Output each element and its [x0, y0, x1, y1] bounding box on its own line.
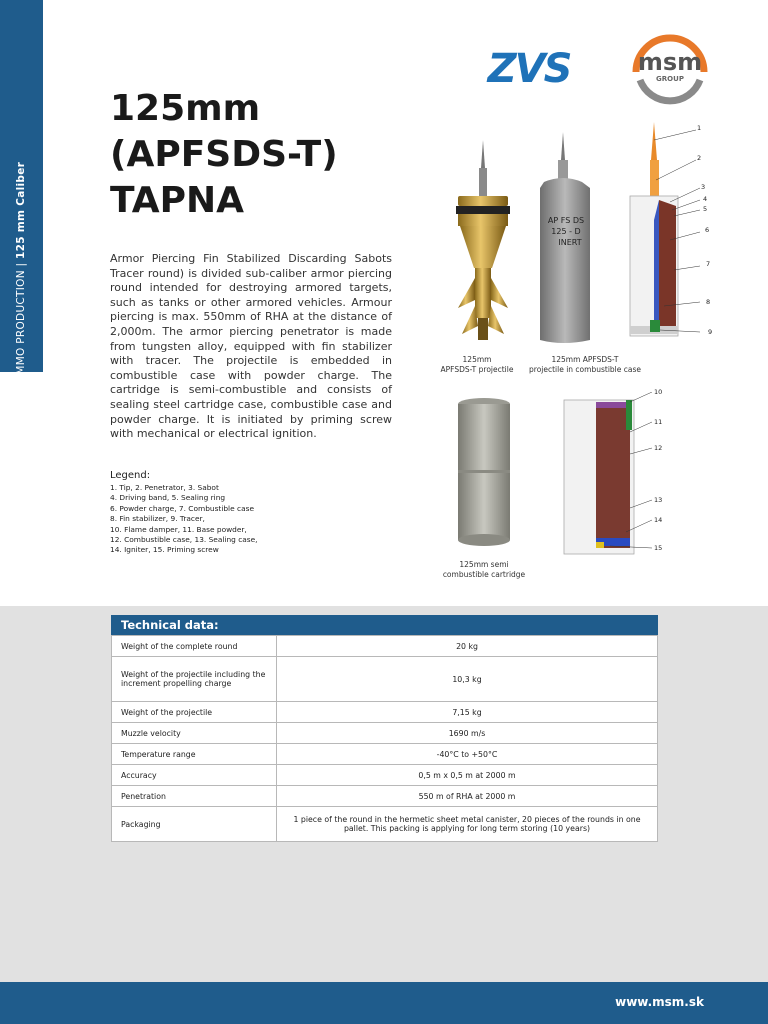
- page-title: [110, 86, 430, 224]
- spec-label: Accuracy: [112, 765, 277, 786]
- technical-data-heading: Technical data:: [111, 615, 658, 635]
- svg-text:GROUP: GROUP: [656, 75, 684, 83]
- table-row: [112, 786, 658, 807]
- side-tab: [0, 0, 43, 383]
- caption-line: 125mm semi: [459, 560, 509, 569]
- cartridge-caption: [436, 560, 532, 579]
- spec-value: 20 kg: [277, 636, 658, 657]
- spec-label: Muzzle velocity: [112, 723, 277, 744]
- projectile-caption: [433, 355, 521, 374]
- table-row: [112, 723, 658, 744]
- spec-value: 10,3 kg: [277, 657, 658, 702]
- caption-line: APFSDS-T projectile: [440, 364, 514, 374]
- callout-label: 13: [654, 496, 663, 504]
- legend-line: 12. Combustible case, 13. Sealing case,: [110, 535, 258, 545]
- spec-label: Penetration: [112, 786, 277, 807]
- cartridge-image: [452, 396, 516, 550]
- spec-label: Weight of the projectile including the increment propelling charge: [112, 657, 277, 702]
- case-caption: [522, 355, 648, 374]
- projectile-image: [448, 138, 518, 346]
- callout-label: 14: [654, 516, 663, 524]
- title-line-2: (APFSDS-T): [110, 134, 338, 175]
- table-row: [112, 765, 658, 786]
- callout-label: 1: [697, 124, 702, 132]
- table-row: [112, 744, 658, 765]
- callout-label: 12: [654, 444, 663, 452]
- legend-line: 8. Fin stabilizer, 9. Tracer,: [110, 514, 205, 524]
- technical-data-table: [111, 615, 658, 842]
- svg-text:AP FS DS: AP FS DS: [547, 216, 585, 225]
- legend: [110, 470, 360, 556]
- case-image: [536, 130, 606, 348]
- callout-label: 9: [708, 328, 713, 336]
- callout-label: 8: [706, 298, 711, 306]
- svg-text:INERT: INERT: [558, 238, 582, 247]
- callout-label: 6: [705, 226, 710, 234]
- spec-value: 0,5 m x 0,5 m at 2000 m: [277, 765, 658, 786]
- callout-label: 5: [703, 205, 708, 213]
- svg-text:msm: msm: [637, 48, 703, 76]
- footer: [0, 982, 768, 1024]
- callout-label: 2: [697, 154, 702, 162]
- svg-text:125 - D: 125 - D: [551, 227, 581, 236]
- side-category: AMMO PRODUCTION: [15, 270, 27, 383]
- spec-table: [111, 635, 658, 842]
- spec-value: 1 piece of the round in the hermetic sheet metal canister, 20 pieces of the rounds in one pallet. This packing is applying for long term storing (10 years): [277, 807, 658, 842]
- callout-label: 15: [654, 544, 663, 552]
- website-link[interactable]: www.msm.sk: [615, 995, 704, 1009]
- title-line-1: 125mm: [110, 88, 261, 129]
- legend-line: 1. Tip, 2. Penetrator, 3. Sabot: [110, 483, 219, 492]
- spec-value: -40°C to +50°C: [277, 744, 658, 765]
- callout-label: 11: [654, 418, 663, 426]
- callout-label: 4: [703, 195, 708, 203]
- caption-line: 125mm: [462, 355, 492, 364]
- callout-label: 7: [706, 260, 711, 268]
- svg-text:ZVS: ZVS: [487, 46, 571, 88]
- caption-line: combustible cartridge: [442, 569, 526, 579]
- side-separator: |: [15, 262, 27, 267]
- msm-group-logo: [622, 24, 718, 112]
- spec-label: Temperature range: [112, 744, 277, 765]
- side-caliber: 125 mm Caliber: [15, 161, 27, 259]
- caption-line: projectile in combustible case: [529, 364, 641, 374]
- table-row: [112, 636, 658, 657]
- spec-label: Weight of the complete round: [112, 636, 277, 657]
- legend-title: Legend:: [110, 470, 151, 481]
- spec-label: Weight of the projectile: [112, 702, 277, 723]
- spec-value: 550 m of RHA at 2000 m: [277, 786, 658, 807]
- callout-label: 10: [654, 388, 663, 396]
- callout-label: 3: [701, 183, 706, 191]
- title-line-3: TAPNA: [110, 180, 244, 221]
- legend-line: 10. Flame damper, 11. Base powder,: [110, 524, 247, 534]
- zvs-logo: [470, 46, 588, 92]
- side-tab-label: [15, 162, 27, 382]
- caption-line: 125mm APFSDS-T: [551, 355, 619, 364]
- legend-line: 14. Igniter, 15. Priming screw: [110, 545, 219, 555]
- table-row: [112, 657, 658, 702]
- spec-label: Packaging: [112, 807, 277, 842]
- table-row: [112, 702, 658, 723]
- cross-section-bottom: [560, 392, 670, 558]
- spec-value: 7,15 kg: [277, 702, 658, 723]
- legend-line: 4. Driving band, 5. Sealing ring: [110, 493, 226, 503]
- table-row: [112, 807, 658, 842]
- spec-value: 1690 m/s: [277, 723, 658, 744]
- description-text: Armor Piercing Fin Stabilized Discarding Sabots Tracer round) is divided sub-caliber armor piercing round intended for destroying armored targets, such as tanks or other armored vehicles. Armour piercing is max. 550mm of RHA at the distance of 2,000m. The armor piercing penetrator is made from tungsten alloy, equipped with fin stabilizer with tracer. The projectile is embedded in combustible case with powder charge. The cartridge is semi-combustible and consists of sealing steel cartridge case, combustible case and powder charge. It is initiated by priming screw with mechanical or electrical ignition.: [110, 252, 392, 441]
- legend-line: 6. Powder charge, 7. Combustible case: [110, 503, 254, 513]
